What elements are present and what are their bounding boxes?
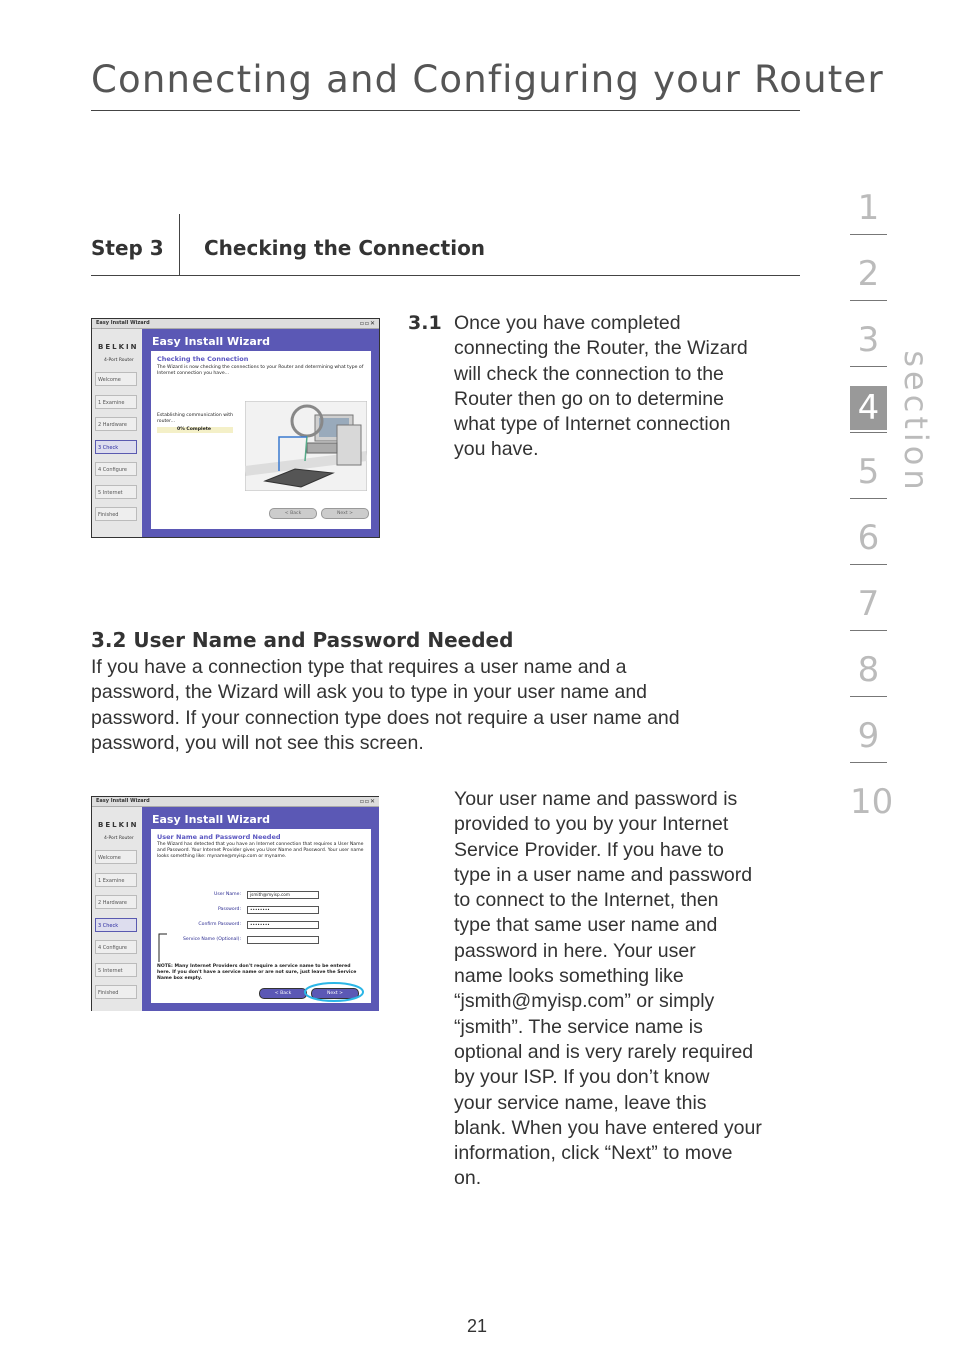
nav-hardware: 2 Hardware	[95, 895, 137, 909]
section-vertical-label	[888, 350, 944, 494]
panel-title: Checking the Connection	[157, 355, 249, 363]
router-model: 4-Port Router	[104, 358, 134, 363]
section-3-1-line: what type of Internet connection	[454, 413, 731, 436]
section-tab-5[interactable]: 5	[850, 450, 887, 516]
section-3-1-number: 3.1	[408, 312, 442, 334]
section-3-1-text	[454, 311, 800, 463]
router-model: 4-Port Router	[104, 836, 134, 841]
belkin-logo: BELKIN	[98, 343, 139, 351]
nav-examine: 1 Examine	[95, 873, 137, 887]
body-line: information, click “Next” to move	[454, 1142, 733, 1165]
password-label: Password:	[217, 907, 241, 912]
step-label: Step 3	[91, 236, 164, 260]
nav-internet: 5 Internet	[95, 963, 137, 977]
screenshot-username-password	[91, 796, 379, 1011]
section-3-2-heading: 3.2 User Name and Password Needed	[91, 628, 514, 652]
body-line: your service name, leave this	[454, 1091, 707, 1114]
panel-description: The Wizard has detected that you have an Internet connection that requires a User Name and Password. Your Internet Provider gives you User Name and Password. Your user name looks something like: myname@myisp.com or myname.	[157, 842, 364, 859]
confirm-password-label: Confirm Password:	[198, 922, 241, 927]
confirm-password-field: ••••••••	[247, 921, 319, 929]
highlight-circle-icon	[303, 981, 365, 1003]
username-field: jsmith@myisp.com	[247, 891, 319, 899]
body-line: type in a user name and password	[454, 863, 753, 886]
section-tab-1[interactable]: 1	[850, 186, 887, 252]
section-nav	[850, 186, 894, 846]
section-tab-7[interactable]: 7	[850, 582, 887, 648]
wizard-main	[142, 329, 379, 537]
note-text: NOTE: Many Internet Providers don't require a service name to be entered here. If you don't have a service name or are not sure, just leave the Service Name box empty.	[157, 964, 357, 981]
nav-examine: 1 Examine	[95, 395, 137, 409]
section-tab-3[interactable]: 3	[850, 318, 887, 384]
section-word: section	[897, 350, 935, 494]
callout-bracket-icon	[157, 933, 169, 963]
intro-line: If you have a connection type that requires a user name and a	[91, 656, 627, 678]
section-3-1-line: will check the connection to the	[454, 362, 724, 385]
wizard-title: Easy Install Wizard	[152, 813, 271, 826]
back-button: < Back	[269, 508, 317, 519]
body-line: to connect to the Internet, then	[454, 889, 719, 912]
nav-hardware: 2 Hardware	[95, 417, 137, 431]
intro-line: password, you will not see this screen.	[91, 731, 424, 754]
title-divider	[91, 110, 800, 111]
body-line: on.	[454, 1167, 482, 1190]
window-controls-icon: ▫▫✕	[359, 320, 376, 327]
panel-description: The Wizard is now checking the connections to your Router and determining what type of Internet connection you have...	[157, 365, 364, 376]
panel-title: User Name and Password Needed	[157, 833, 281, 841]
section-tab-2[interactable]: 2	[850, 252, 887, 318]
wizard-sidebar	[92, 807, 141, 1011]
body-line: by your ISP. If you don’t know	[454, 1066, 710, 1089]
service-name-field	[247, 936, 319, 944]
section-3-2-intro	[91, 655, 800, 756]
body-line: provided to you by your Internet	[454, 813, 729, 836]
nav-finished: Finished	[95, 507, 137, 521]
section-tab-8[interactable]: 8	[850, 648, 887, 714]
section-tab-6[interactable]: 6	[850, 516, 887, 582]
body-line: “jsmith@myisp.com” or simply	[454, 990, 715, 1013]
section-tab-4[interactable]: 4	[850, 384, 887, 450]
nav-configure: 4 Configure	[95, 940, 137, 954]
section-tab-10[interactable]: 10	[850, 782, 894, 822]
intro-line: password. If your connection type does not require a user name and	[91, 706, 680, 729]
body-line: blank. When you have entered your	[454, 1116, 762, 1139]
step-divider	[91, 275, 800, 276]
status-text: Establishing communication with router...	[157, 413, 233, 424]
next-button: Next >	[321, 508, 369, 519]
window-title-bar: Easy Install Wizard	[92, 319, 379, 329]
window-title-bar: Easy Install Wizard	[92, 797, 379, 807]
nav-check: 3 Check	[95, 918, 137, 932]
username-label: User Name:	[213, 892, 241, 897]
page-number: 21	[466, 1316, 488, 1336]
step-vertical-divider	[179, 214, 180, 276]
progress-text: 0% Complete	[157, 427, 233, 433]
wizard-panel	[151, 351, 371, 529]
wizard-sidebar	[92, 329, 141, 537]
section-3-1-line: Once you have completed	[454, 312, 681, 334]
section-3-1-line: Router then go on to determine	[454, 387, 724, 410]
next-button: Next >	[311, 988, 359, 999]
nav-check: 3 Check	[95, 440, 137, 454]
nav-finished: Finished	[95, 985, 137, 999]
body-line: Service Provider. If you have to	[454, 838, 724, 861]
page-title: Connecting and Configuring your Router	[91, 58, 884, 101]
nav-configure: 4 Configure	[95, 462, 137, 476]
wizard-main	[142, 807, 379, 1011]
section-3-1-line: connecting the Router, the Wizard	[454, 337, 748, 360]
body-line: Your user name and password is	[454, 788, 738, 810]
body-line: name looks something like	[454, 965, 684, 988]
section-3-1-line: you have.	[454, 438, 539, 461]
section-tab-9[interactable]: 9	[850, 714, 887, 780]
section-3-2-body	[454, 787, 800, 1192]
step-title: Checking the Connection	[204, 236, 486, 260]
body-line: optional and is very rarely required	[454, 1040, 754, 1063]
password-field: ••••••••	[247, 906, 319, 914]
nav-welcome: Welcome	[95, 850, 137, 864]
wizard-panel	[151, 829, 371, 1003]
nav-internet: 5 Internet	[95, 485, 137, 499]
wizard-title: Easy Install Wizard	[152, 335, 271, 348]
window-controls-icon: ▫▫✕	[359, 798, 376, 805]
body-line: password in here. Your user	[454, 939, 696, 962]
body-line: “jsmith”. The service name is	[454, 1015, 703, 1038]
service-name-label: Service Name (Optional):	[182, 937, 241, 942]
belkin-logo: BELKIN	[98, 821, 139, 829]
screenshot-checking-connection	[91, 318, 380, 538]
intro-line: password, the Wizard will ask you to type in your user name and	[91, 681, 648, 704]
router-pc-illustration	[245, 401, 367, 491]
body-line: type that same user name and	[454, 914, 718, 937]
nav-welcome: Welcome	[95, 372, 137, 386]
back-button: < Back	[259, 988, 307, 999]
